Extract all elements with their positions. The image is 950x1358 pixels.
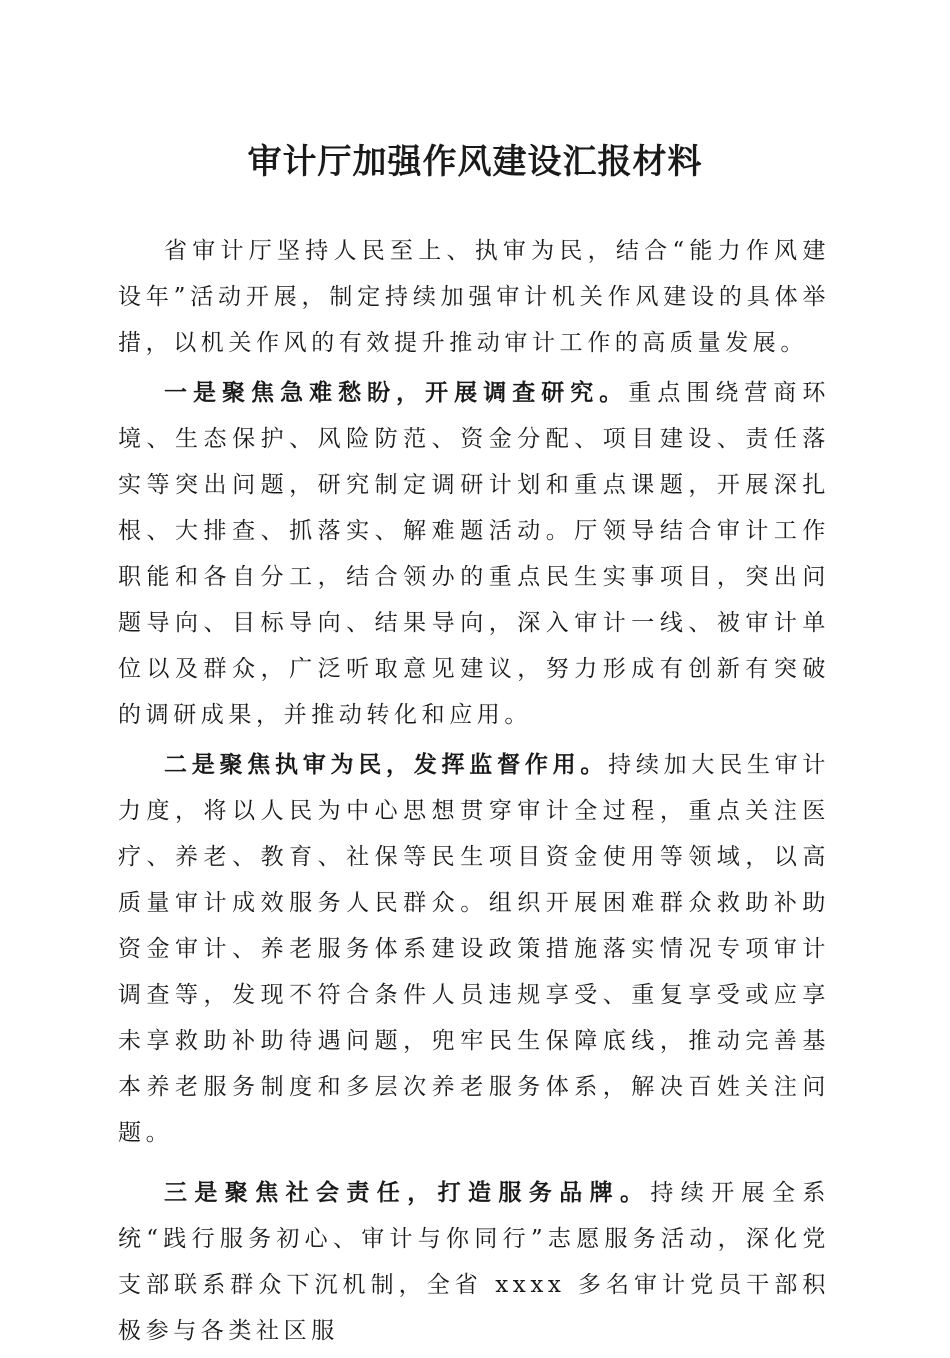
section-lead-3: 三是聚焦社会责任，打造服务品牌。 xyxy=(164,1179,651,1206)
section-paragraph-1 xyxy=(118,370,830,738)
section-lead-2: 二是聚焦执审为民，发挥监督作用。 xyxy=(164,751,609,778)
section-paragraph-3 xyxy=(118,1170,830,1354)
section-text-1: 重点围绕营商环境、生态保护、风险防范、资金分配、项目建设、责任落实等突出问题，研究制定调研计划和重点课题，开展深扎根、大排查、抓落实、解难题活动。厅领导结合审计工作职能和各自分工，结合领办的重点民生实事项目，突出问题导向、目标导向、结果导向，深入审计一线、被审计单位以及群众，广泛听取意见建议，努力形成有创新有突破的调研成果，并推动转化和应用。 xyxy=(118,380,831,728)
section-paragraph-2 xyxy=(118,742,830,1156)
intro-paragraph: 省审计厅坚持人民至上、执审为民，结合“能力作风建设年”活动开展，制定持续加强审计机关作风建设的具体举措，以机关作风的有效提升推动审计工作的高质量发展。 xyxy=(118,238,830,356)
document-body xyxy=(118,228,830,1358)
document-title: 审计厅加强作风建设汇报材料 xyxy=(247,142,703,182)
section-text-2: 持续加大民生审计力度，将以人民为中心思想贯穿审计全过程，重点关注医疗、养老、教育、社保等民生项目资金使用等领域，以高质量审计成效服务人民群众。组织开展困难群众救助补助资金审计、养老服务体系建设政策措施落实情况专项审计调查等，发现不符合条件人员违规享受、重复享受或应享未享救助补助待遇问题，兜牢民生保障底线，推动完善基本养老服务制度和多层次养老服务体系，解决百姓关注问题。 xyxy=(118,752,830,1146)
section-lead-1: 一是聚焦急难愁盼，开展调查研究。 xyxy=(164,379,629,406)
section-text-3: 持续开展全系统“践行服务初心、审计与你同行”志愿服务活动，深化党支部联系群众下沉机制，全省 xxxx 多名审计党员干部积极参与各类社区服 xyxy=(118,1180,830,1344)
